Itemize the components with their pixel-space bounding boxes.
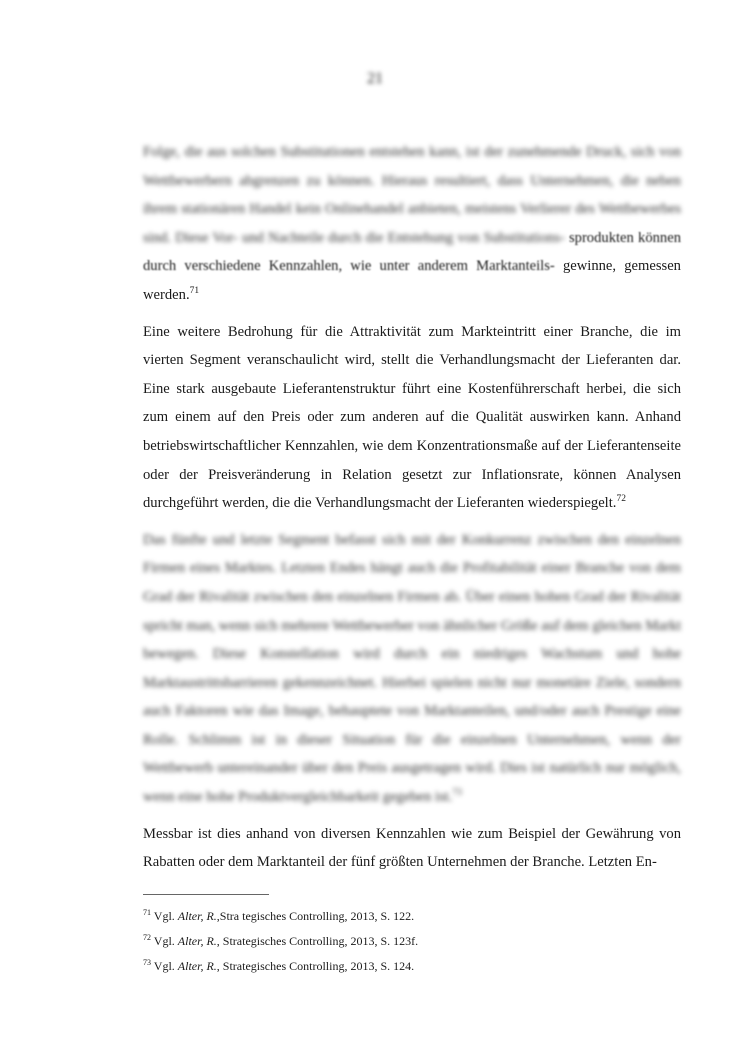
footnote-source: ,Stra tegisches Controlling, 2013, S. 122.	[216, 909, 415, 923]
paragraph-rivalry	[143, 526, 681, 812]
paragraph-measurement	[143, 820, 681, 877]
footnote-source: , Strategisches Controlling, 2013, S. 123f.	[216, 934, 419, 948]
footnote-mark: 72	[143, 933, 151, 942]
blurred-line: von Wettbewerbern abgrenzen zu können. Hieraus resultiert, dass Unternehmen, die	[143, 144, 681, 189]
paragraph-end-line: gewinne, gemessen werden.	[143, 258, 681, 303]
footnote-source: , Strategisches Controlling, 2013, S. 124.	[216, 959, 415, 973]
footnote-prefix: Vgl.	[153, 909, 178, 923]
footnote-author: Alter, R.	[177, 934, 217, 948]
footnote-mark: 73	[143, 958, 151, 967]
footnote-71	[143, 904, 681, 929]
paragraph-text: Messbar ist dies anhand von diversen Kennzahlen wie zum Beispiel der Gewährung von Rabatten oder dem Marktanteil der fünf größten Unternehmen der Branche. Letzten En-	[143, 825, 681, 871]
footnote-ref[interactable]: 72	[616, 494, 626, 505]
paragraph-substitution	[143, 138, 681, 310]
footnote-ref[interactable]: 71	[189, 286, 200, 297]
paragraph-supplier-power	[143, 318, 681, 518]
paragraph-text: Das fünfte und letzte Segment befasst sich mit der Konkurrenz zwischen den einzelnen Firmen eines Marktes. Letzten Endes hängt auch die Profitabilität einer Branche von dem Grad der Rivalität zwischen den einzelnen Firmen ab. Über einen hohen Grad der Rivalität spricht man, wenn sich mehrere Wettbewerber von ähnlicher Größe auf dem gleichen Markt bewegen. Diese Konstellation wird durch ein niedriges Wachstum und hohe Marktaustrittsbarrieren gekennzeichnet. Hierbei spielen nicht nur monetäre Ziele, sondern auch Faktoren wie das Image, behauptete von Marktanteilen, und/oder auch Prestige eine Rolle. Schlimm ist in dieser Situation für die einzelnen Unternehmen, wenn der Wettbewerb untereinander über den Preis ausgetragen wird. Dies ist natürlich nur möglich, wenn eine hohe Produktvergleichbarkeit gegeben ist.	[143, 531, 681, 806]
footnotes	[143, 904, 681, 979]
body-text	[143, 138, 681, 885]
footnote-separator	[143, 894, 269, 895]
blurred-line: Folge, die aus solchen Substitutionen entstehen kann, ist der zunehmende Druck, sich	[143, 144, 655, 160]
page-number: 21	[367, 70, 383, 87]
footnote-72	[143, 929, 681, 954]
paragraph-text: Eine weitere Bedrohung für die Attraktivität zum Markteintritt einer Branche, die im vierten Segment veranschaulicht wird, stellt die Verhandlungsmacht der Lieferanten dar. Eine stark ausgebaute Lieferantenstruktur führt eine Kostenführerschaft herbei, die sich zum einem auf den Preis oder zum anderen auf die Qualität auswirken kann. Anhand betriebswirtschaftlicher Kennzahlen, wie dem Konzentrationsmaße auf der Lieferantenseite oder der Preisveränderung in Relation gesetzt zur Inflationsrate, können Analysen durchgeführt werden, die die Verhandlungsmacht der Lieferanten wiederspiegelt.	[143, 323, 681, 512]
blurred-line: neben ihrem stationären Handel kein Onlinehandel anbieten, meistens Verlierer des	[143, 172, 681, 218]
footnote-mark: 71	[143, 908, 151, 917]
partially-blurred-line: sprodukten können durch verschiedene Kennzahlen, wie unter anderem Marktanteils-	[143, 229, 681, 275]
footnote-prefix: Vgl.	[153, 934, 178, 948]
footnote-73	[143, 954, 681, 979]
footnote-author: Alter, R.	[177, 959, 217, 973]
footnote-prefix: Vgl.	[153, 959, 178, 973]
footnote-ref[interactable]: 73	[452, 788, 462, 799]
footnote-author: Alter, R.	[177, 909, 217, 923]
blurred-line: Wettbewerbes sind. Diese Vor- und Nachteile durch die Entstehung von Substitutions-	[143, 201, 681, 246]
